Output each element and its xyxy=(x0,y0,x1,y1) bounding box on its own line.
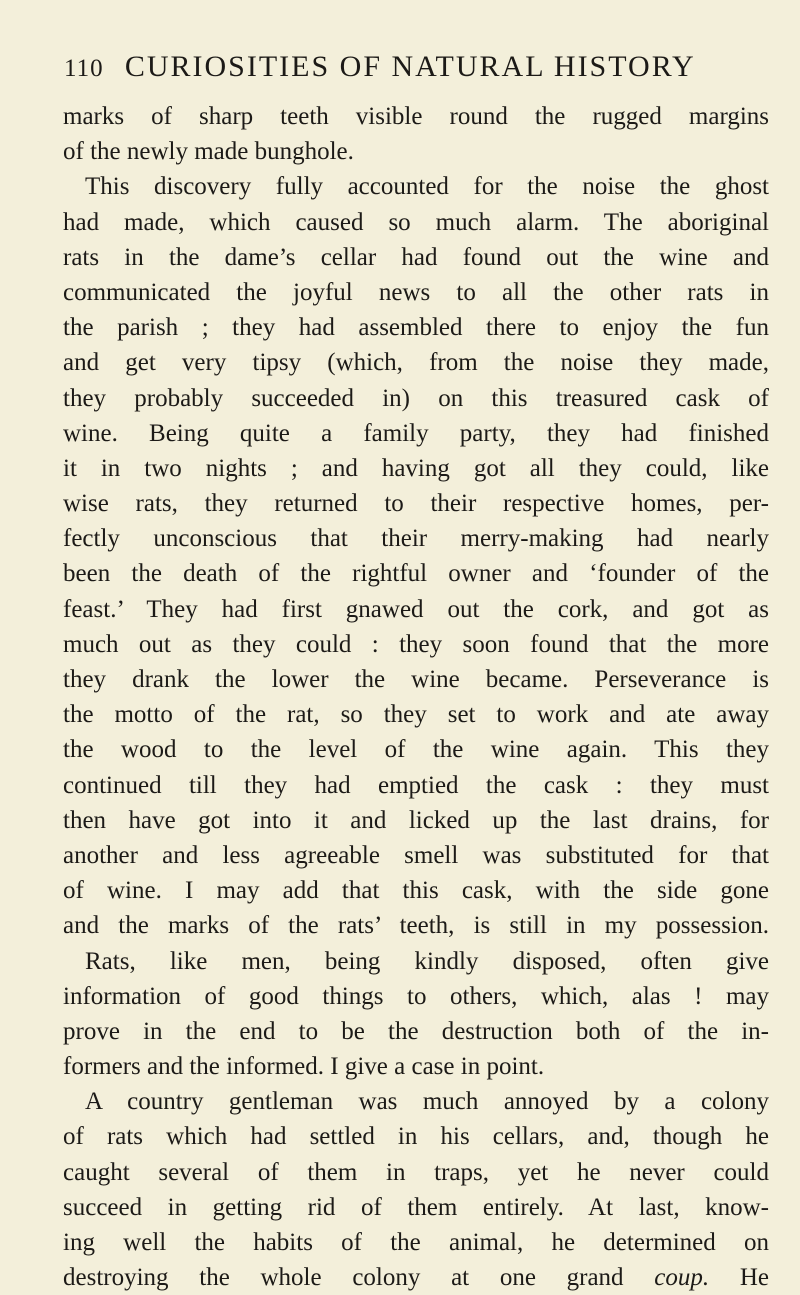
text-line: continued till they had emptied the cask : they must xyxy=(63,771,769,799)
page-number: 110 xyxy=(64,55,104,82)
italic-word: coup. xyxy=(654,1264,710,1292)
text-line: wise rats, they returned to their respective homes, per- xyxy=(63,490,769,518)
text-line: they probably succeeded in) on this treasured cask of xyxy=(63,384,769,412)
text-line: and get very tipsy (which, from the noise they made, xyxy=(63,349,769,377)
text-line: information of good things to others, which, alas ! may xyxy=(63,982,769,1010)
text-line: the motto of the rat, so they set to work and ate away xyxy=(63,701,769,729)
text-line: they drank the lower the wine became. Perseverance is xyxy=(63,666,769,693)
text-line: communicated the joyful news to all the other rats in xyxy=(63,278,769,306)
text-line: of rats which had settled in his cellars, and, though he xyxy=(63,1123,769,1151)
text-line: another and less agreeable smell was substituted for that xyxy=(63,841,769,869)
text-line: had made, which caused so much alarm. The aboriginal xyxy=(63,208,769,236)
text-line: wine. Being quite a family party, they had finished xyxy=(63,419,769,447)
body-text xyxy=(63,99,769,1295)
text-line: it in two nights ; and having got all they could, like xyxy=(63,454,769,482)
text-line: of wine. I may add that this cask, with the side gone xyxy=(63,877,769,905)
text-line: Rats, like men, being kindly disposed, often give xyxy=(85,947,769,975)
text-line: much out as they could : they soon found that the more xyxy=(63,630,769,658)
text-line: of the newly made bunghole. xyxy=(63,138,354,166)
text-line: feast.’ They had first gnawed out the cork, and got as xyxy=(63,595,769,623)
text-line: fectly unconscious that their merry-making had nearly xyxy=(63,525,769,553)
text-line: then have got into it and licked up the last drains, for xyxy=(63,806,769,834)
text-line-final xyxy=(63,1260,769,1295)
text-line: prove in the end to be the destruction both of the in- xyxy=(63,1017,769,1045)
text-line: marks of sharp teeth visible round the rugged margins xyxy=(63,103,769,130)
text-line: been the death of the rightful owner and ‘founder of the xyxy=(63,560,769,588)
text-line: A country gentleman was much annoyed by a colony xyxy=(85,1088,769,1116)
text-line: This discovery fully accounted for the noise the ghost xyxy=(85,173,769,201)
text-line: ing well the habits of the animal, he determined on xyxy=(63,1229,769,1256)
text-line: rats in the dame’s cellar had found out the wine and xyxy=(63,243,769,271)
text-line: succeed in getting rid of them entirely. At last, know- xyxy=(63,1193,769,1221)
text-line: formers and the informed. I give a case in point. xyxy=(63,1053,545,1081)
text-fragment: He xyxy=(739,1264,769,1292)
running-title: CURIOSITIES OF NATURAL HISTORY xyxy=(124,50,696,83)
page-header xyxy=(64,44,754,88)
text-line: caught several of them in traps, yet he never could xyxy=(63,1158,769,1186)
text-line: and the marks of the rats’ teeth, is still in my possession. xyxy=(63,912,769,940)
text-fragment: destroying the whole colony at one grand xyxy=(63,1264,624,1292)
text-line: the parish ; they had assembled there to enjoy the fun xyxy=(63,314,769,342)
text-line: the wood to the level of the wine again. This they xyxy=(63,736,769,764)
